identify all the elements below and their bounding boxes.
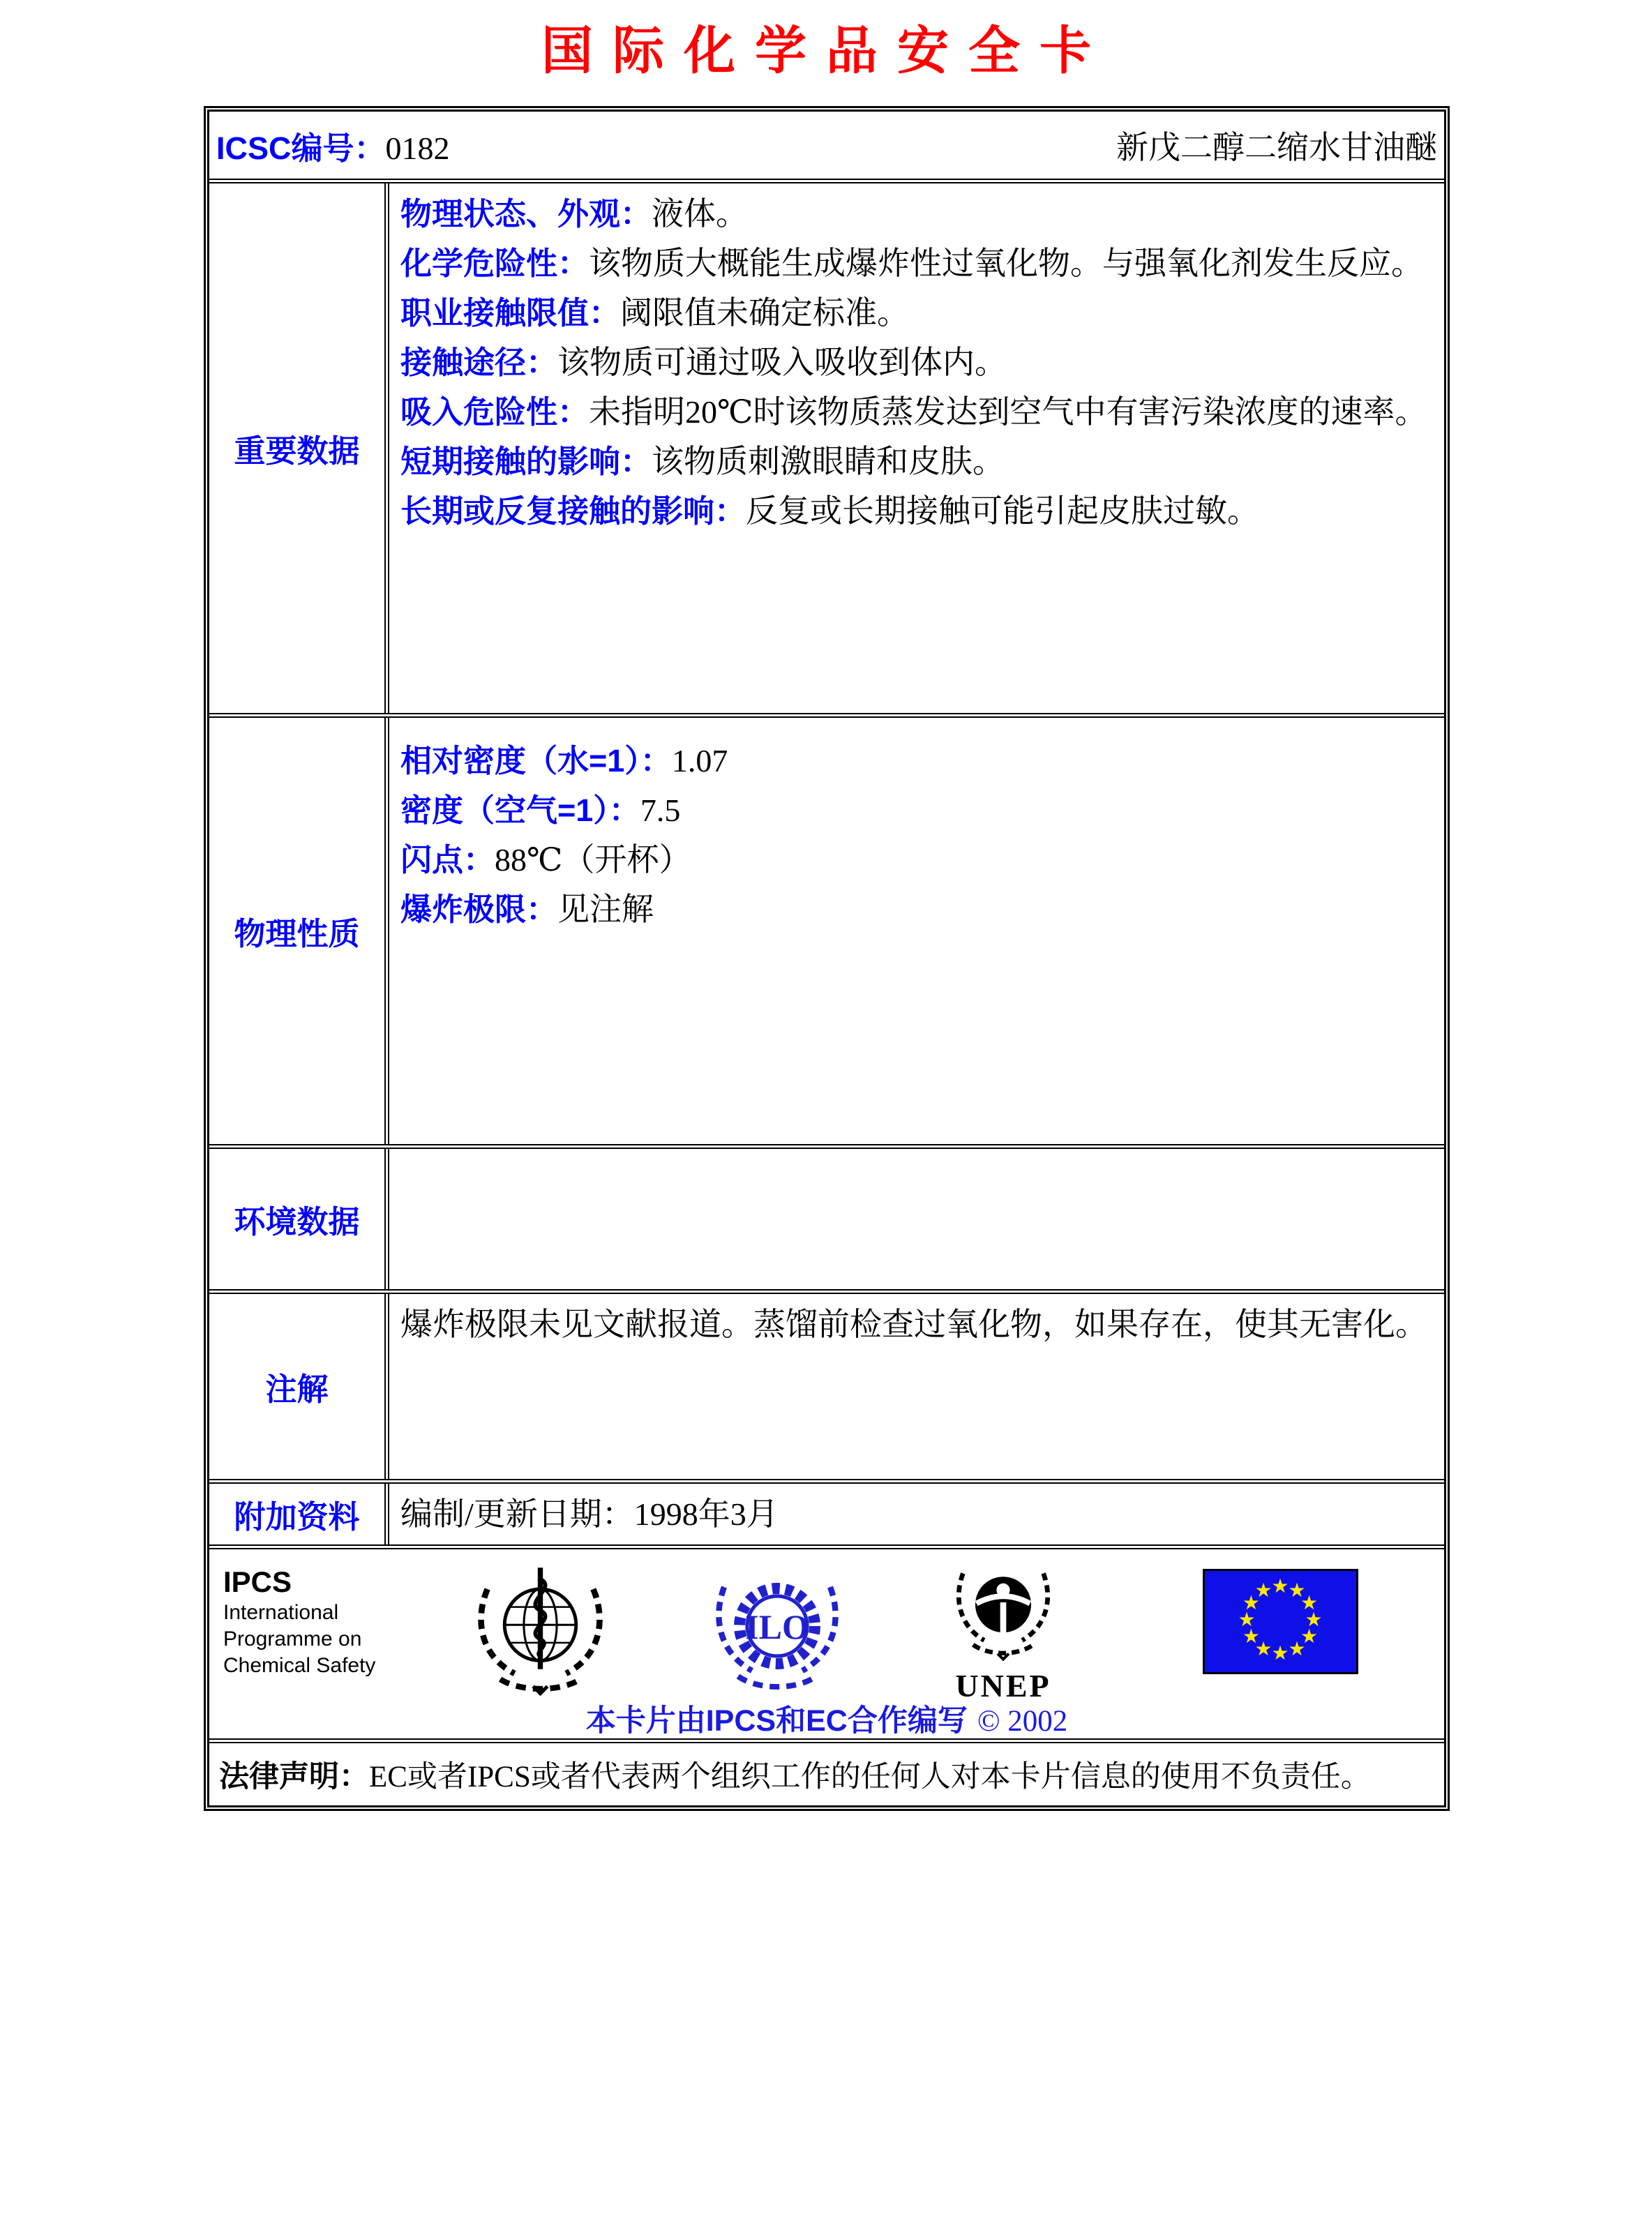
field-value: 未指明20℃时该物质蒸发达到空气中有害污染浓度的速率。	[589, 394, 1427, 430]
icsc-number-field	[216, 123, 450, 168]
field-value: 该物质可通过吸入吸收到体内。	[557, 345, 1007, 380]
icsc-card	[204, 106, 1450, 1811]
eu-star-icon: ★	[1300, 1626, 1319, 1648]
eu-star-icon: ★	[1288, 1638, 1306, 1660]
eu-flag-logo	[1203, 1569, 1358, 1674]
field-label: 爆炸极限：	[400, 892, 558, 927]
field-value: 见注解	[557, 892, 654, 927]
eu-star-icon: ★	[1254, 1638, 1272, 1660]
field-label: 长期或反复接触的影响：	[400, 493, 746, 529]
field-label: 短期接触的影响：	[400, 444, 652, 479]
field-label: 吸入危险性：	[400, 394, 590, 430]
field-label: 密度（空气=1）：	[400, 792, 640, 828]
eu-star-icon: ★	[1305, 1609, 1323, 1631]
legal-label: 法律声明：	[219, 1760, 369, 1793]
important-data-item	[400, 387, 1433, 437]
notes-heading: 注解	[265, 1371, 329, 1407]
ipcs-line: Chemical Safety	[223, 1654, 376, 1677]
environmental-data-content	[389, 1149, 1444, 1289]
ipcs-line: International	[223, 1601, 339, 1624]
chemical-name: 新戊二醇二缩水甘油醚	[1116, 130, 1437, 165]
eu-star-icon: ★	[1271, 1643, 1289, 1664]
unep-wordmark: UNEP	[955, 1668, 1051, 1704]
icsc-number-value: 0182	[385, 130, 450, 166]
logos-row	[209, 1544, 1444, 1738]
environmental-data-heading: 环境数据	[234, 1204, 360, 1240]
field-value: 该物质刺激眼睛和皮肤。	[652, 444, 1005, 479]
field-value: 88℃（开杯）	[495, 842, 691, 878]
eu-star-icon: ★	[1238, 1609, 1256, 1631]
field-label: 闪点：	[400, 842, 495, 878]
unep-logo-icon	[940, 1558, 1066, 1704]
field-value: 该物质大概能生成爆炸性过氧化物。与强氧化剂发生反应。	[589, 246, 1424, 281]
environmental-data-section	[209, 1144, 1444, 1289]
eu-star-icon: ★	[1271, 1576, 1289, 1597]
field-label: 相对密度（水=1）：	[400, 743, 672, 779]
important-data-item	[400, 288, 1433, 338]
icsc-number-label: ICSC编号：	[216, 130, 386, 166]
eu-star-icon: ★	[1254, 1580, 1272, 1602]
physical-property-item	[400, 835, 1433, 885]
physical-properties-heading: 物理性质	[234, 916, 360, 952]
eu-star-icon: ★	[1288, 1580, 1306, 1602]
field-label: 职业接触限值：	[400, 295, 621, 331]
legal-row	[209, 1738, 1444, 1805]
copyright-text: © 2002	[977, 1705, 1068, 1738]
important-data-item	[400, 437, 1433, 486]
important-data-item	[400, 486, 1433, 536]
important-data-content	[389, 183, 1444, 713]
important-data-item	[400, 338, 1433, 387]
notes-content	[389, 1294, 1444, 1479]
ipcs-wordmark	[223, 1565, 375, 1679]
ilo-logo-icon	[707, 1565, 847, 1708]
legal-text: EC或者IPCS或者代表两个组织工作的任何人对本卡片信息的使用不负责任。	[369, 1761, 1371, 1793]
additional-info-heading: 附加资料	[234, 1499, 360, 1535]
ipcs-line: Programme on	[223, 1627, 362, 1650]
notes-heading-cell	[209, 1294, 389, 1479]
field-label: 物理状态、外观：	[400, 196, 652, 232]
physical-properties-content	[389, 718, 1444, 1144]
notes-text: 爆炸极限未见文献报道。蒸馏前检查过氧化物，如果存在，使其无害化。	[400, 1307, 1427, 1342]
additional-info-heading-cell	[209, 1484, 389, 1544]
field-label: 化学危险性：	[400, 246, 590, 281]
important-data-section	[209, 179, 1444, 713]
eu-star-icon: ★	[1242, 1593, 1260, 1614]
ipcs-acronym: IPCS	[223, 1565, 292, 1598]
important-data-heading: 重要数据	[234, 433, 360, 469]
eu-star-icon: ★	[1300, 1593, 1319, 1614]
caption-text: 本卡片由IPCS和EC合作编写	[585, 1704, 968, 1738]
important-data-heading-cell	[209, 183, 389, 713]
header-row	[209, 112, 1444, 179]
page-title: 国际化学品安全卡	[541, 23, 1111, 80]
additional-info-content	[389, 1484, 1444, 1544]
physical-properties-heading-cell	[209, 718, 389, 1144]
notes-section	[209, 1289, 1444, 1479]
additional-info-section	[209, 1479, 1444, 1544]
ilo-letters: ILO	[745, 1607, 809, 1646]
physical-property-item	[400, 736, 1433, 785]
field-value: 反复或长期接触可能引起皮肤过敏。	[746, 493, 1260, 529]
who-logo-icon	[469, 1561, 612, 1707]
field-value: 7.5	[640, 792, 681, 828]
field-value: 1.07	[671, 743, 728, 779]
important-data-item	[400, 239, 1433, 288]
field-label: 接触途径：	[400, 345, 558, 380]
physical-properties-section	[209, 713, 1444, 1144]
important-data-item	[400, 189, 1433, 239]
physical-property-item	[400, 785, 1433, 835]
revision-date-text: 编制/更新日期：1998年3月	[400, 1496, 779, 1532]
field-value: 液体。	[652, 196, 749, 232]
field-value: 阈限值未确定标准。	[620, 295, 910, 331]
environmental-data-heading-cell	[209, 1149, 389, 1289]
eu-star-icon: ★	[1242, 1626, 1260, 1648]
physical-property-item	[400, 885, 1433, 934]
footer-caption	[209, 1697, 1444, 1740]
